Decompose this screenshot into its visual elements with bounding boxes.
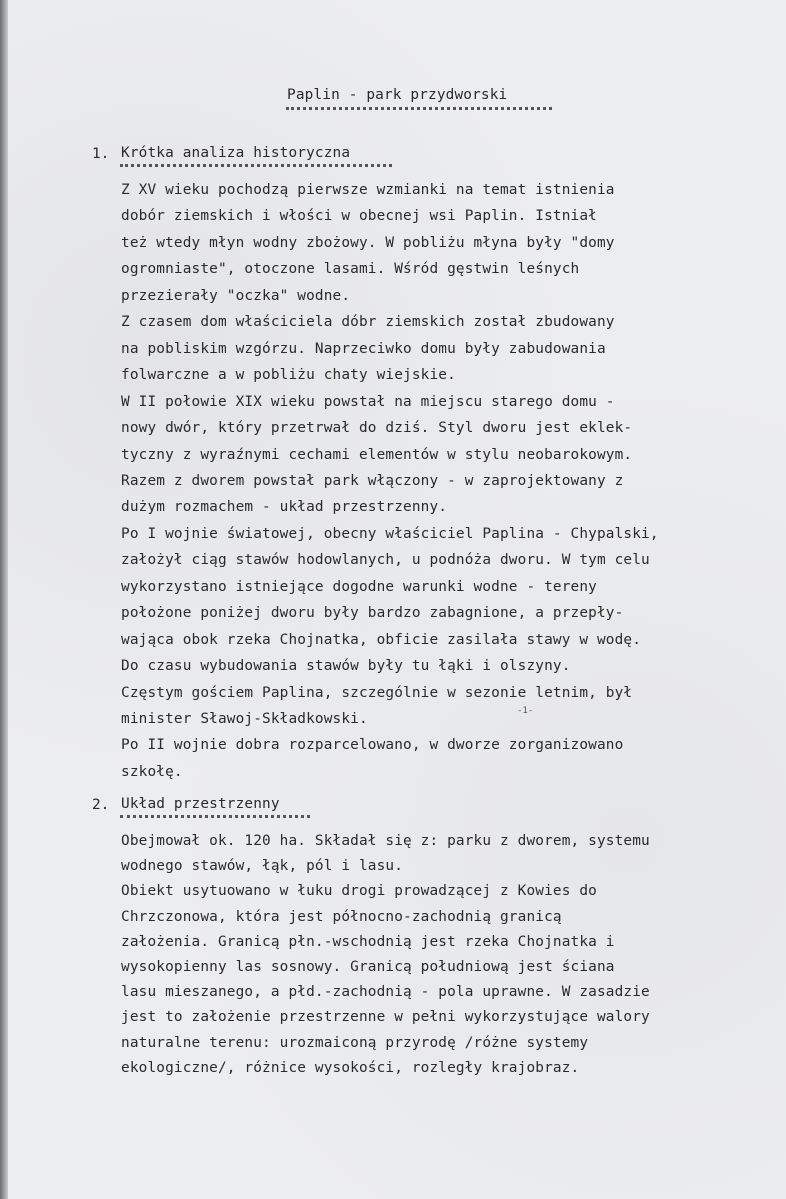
body-text-line: ekologiczne/, różnice wysokości, rozległy krajobraz. xyxy=(121,1059,580,1076)
body-text-line: dużym rozmachem - układ przestrzenny. xyxy=(121,499,448,516)
body-text-line: Obejmował ok. 120 ha. Składał się z: parku z dworem, systemu xyxy=(121,833,650,849)
body-text-line: przezierały "oczka" wodne. xyxy=(121,287,351,304)
body-text-line: założył ciąg stawów hodowlanych, u podnóża dworu. W tym celu xyxy=(121,552,650,569)
body-text-line: położone poniżej dworu były bardzo zabagnione, a przepły- xyxy=(121,605,624,622)
body-text-line: ogromniaste", otoczone lasami. Wśród gęstwin leśnych xyxy=(121,261,580,278)
body-text-line: folwarczne a w pobliżu chaty wiejskie. xyxy=(121,367,456,384)
page-edge-shadow xyxy=(0,0,8,1199)
body-text-line: wodnego stawów, łąk, pól i lasu. xyxy=(121,858,404,875)
section-number: 1. xyxy=(92,146,110,162)
body-text-line: wykorzystano istniejące dogodne warunki wodne - tereny xyxy=(121,578,597,595)
body-text-line: wysokopienny las sosnowy. Granicą południową jest ściana xyxy=(121,959,615,975)
body-text-line: W II połowie XIX wieku powstał na miejscu starego domu - xyxy=(121,393,615,410)
body-text-line: dobór ziemskich i włości w obecnej wsi Paplin. Istniał xyxy=(121,208,597,225)
section-heading: Krótka analiza historyczna xyxy=(121,145,351,161)
body-text-line: założenia. Granicą płn.-wschodnią jest rzeka Chojnatka i xyxy=(121,933,615,950)
body-text-line: szkołę. xyxy=(121,763,183,780)
body-text-line: Po II wojnie dobra rozparcelowano, w dworze zorganizowano xyxy=(121,737,624,754)
body-text-line: Częstym gościem Paplina, szczególnie w sezonie letnim, był xyxy=(121,684,633,701)
body-text-line: na pobliskim wzgórzu. Naprzeciwko domu były zabudowania xyxy=(121,340,606,357)
body-text-line: Do czasu wybudowania stawów były tu łąki i olszyny. xyxy=(121,658,571,675)
body-text-line: Z XV wieku pochodzą pierwsze wzmianki na temat istnienia xyxy=(121,182,615,198)
body-text-line: naturalne terenu: urozmaiconą przyrodę /różne systemy xyxy=(121,1034,589,1051)
section-heading-underline xyxy=(120,164,392,167)
section-number: 2. xyxy=(92,797,110,813)
body-text-line: jest to założenie przestrzenne w pełni wykorzystujące walory xyxy=(121,1009,650,1026)
body-text-line: Po I wojnie światowej, obecny właściciel Paplina - Chypalski, xyxy=(121,525,659,542)
page-number-stamp: -1- xyxy=(517,706,534,716)
body-text-line: minister Sławoj-Składkowski. xyxy=(121,711,368,727)
body-text-line: Z czasem dom właściciela dóbr ziemskich został zbudowany xyxy=(121,314,615,331)
body-text-line: lasu mieszanego, a płd.-zachodnią - pola uprawne. W zasadzie xyxy=(121,984,650,1001)
body-text-line: wająca obok rzeka Chojnatka, obficie zasilała stawy w wodę. xyxy=(121,631,642,648)
body-text-line: tyczny z wyraźnymi cechami elementów w stylu neobarokowym. xyxy=(121,446,633,463)
section-heading: Układ przestrzenny xyxy=(121,796,280,812)
section-heading-underline xyxy=(120,815,310,818)
body-text-line: Obiekt usytuowano w łuku drogi prowadzącej z Kowies do xyxy=(121,883,597,900)
title-underline xyxy=(286,107,552,110)
body-text-line: Razem z dworem powstał park włączony - w zaprojektowany z xyxy=(121,472,624,489)
document-title: Paplin - park przydworski xyxy=(287,87,508,103)
body-text-line: też wtedy młyn wodny zbożowy. W pobliżu młyna były "domy xyxy=(121,234,615,251)
body-text-line: nowy dwór, który przetrwał do dziś. Styl dworu jest eklek- xyxy=(121,420,633,437)
body-text-line: Chrzczonowa, która jest północno-zachodnią granicą xyxy=(121,908,562,925)
